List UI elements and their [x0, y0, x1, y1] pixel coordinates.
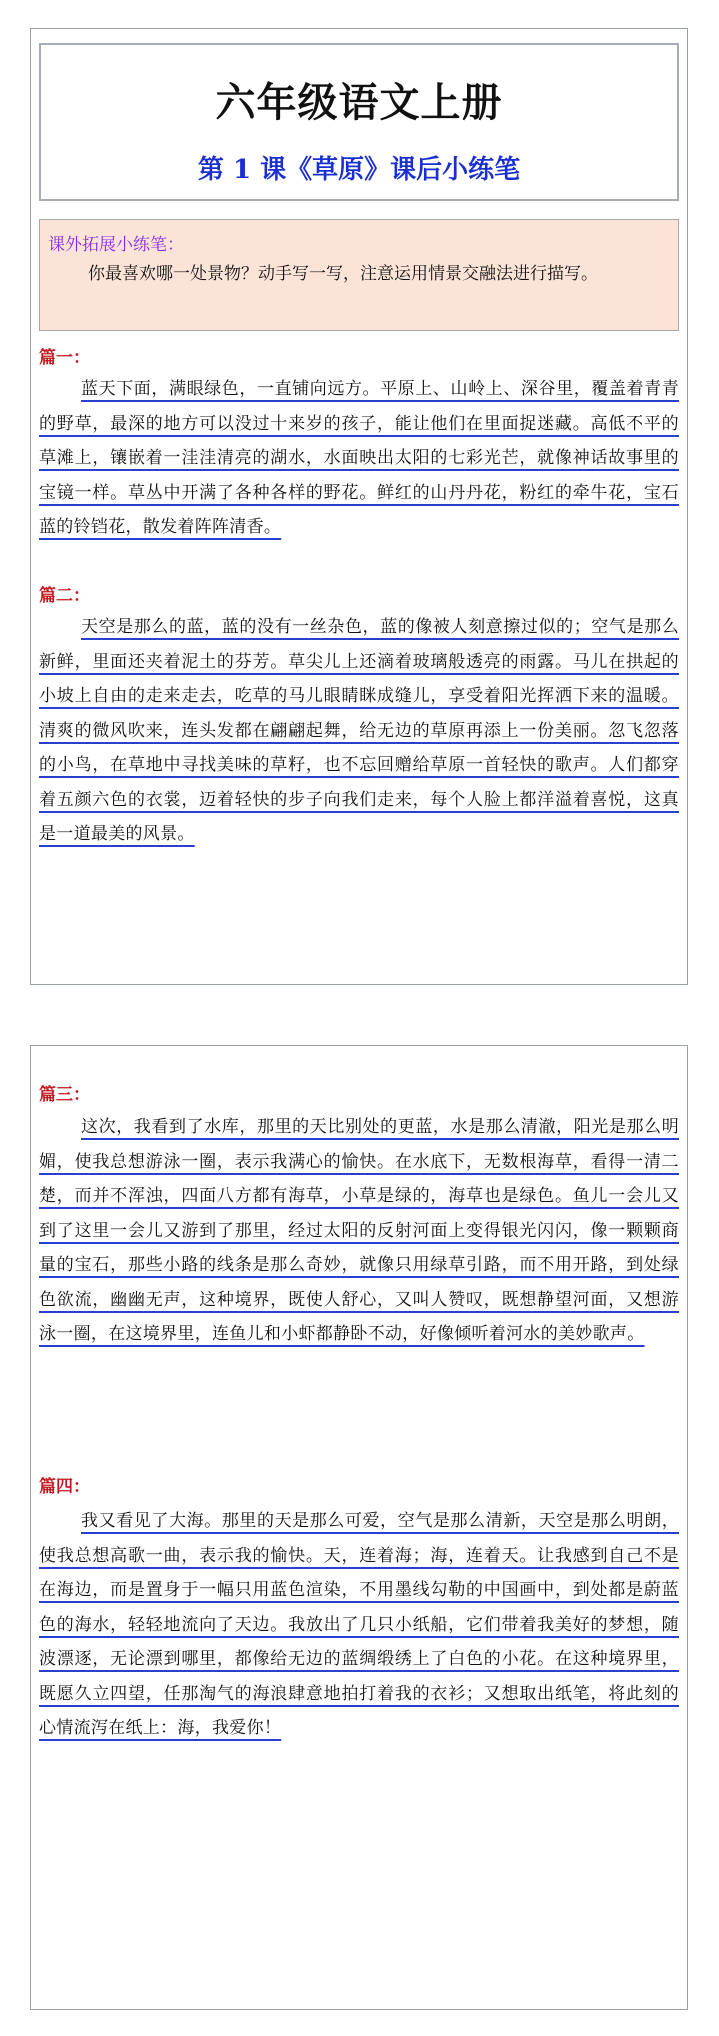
page-two: [30, 1045, 688, 2010]
prompt-text: 你最喜欢哪一处景物？动手写一写，注意运用情景交融法进行描写。: [88, 264, 598, 284]
title-box: [39, 43, 679, 201]
essay-2-text: [39, 610, 679, 852]
lesson-subtitle: 第 1 课《草原》课后小练笔: [197, 155, 521, 185]
essay-1-label: 篇一：: [39, 348, 90, 368]
page-title: 六年级语文上册: [215, 79, 503, 126]
essay-4-label: 篇四：: [39, 1477, 90, 1497]
prompt-label: 课外拓展小练笔：: [48, 235, 184, 255]
essay-3-body: 这次，我看到了水库，那里的天比别处的更蓝，水是那么清澈，阳光是那么明媚，使我总想游泳一圈，表示我满心的愉快。在水底下，无数根海草，看得一清二楚，而并不浑浊，四面八方都有海草，小草是绿的，海草也是绿色。鱼儿一会儿又到了这里一会儿又游到了那里，经过太阳的反射河面上变得银光闪闪，像一颗颗商量的宝石，那些小路的线条是那么奇妙，就像只用绿草引路，而不用开路，到处绿色欲流，幽幽无声，这种境界，既使人舒心，又叫人赞叹，既想静望河面，又想游泳一圈，在这境界里，连鱼儿和小虾都静卧不动，好像倾听着河水的美妙歌声。: [39, 1117, 679, 1344]
essay-3-label: 篇三：: [39, 1085, 90, 1105]
prompt-box: [39, 219, 679, 331]
essay-1-body: 蓝天下面，满眼绿色，一直铺向远方。平原上、山岭上、深谷里，覆盖着青青的野草，最深的地方可以没过十来岁的孩子，能让他们在里面捉迷藏。高低不平的草滩上，镶嵌着一洼洼清亮的湖水，水面映出太阳的七彩光芒，就像神话故事里的宝镜一样。草丛中开满了各种各样的野花。鲜红的山丹丹花，粉红的牵牛花，宝石蓝的铃铛花，散发着阵阵清香。: [39, 379, 679, 537]
essay-4-text: [39, 1504, 679, 1746]
essay-2-label: 篇二：: [39, 586, 90, 606]
essay-3-text: [39, 1110, 679, 1352]
essay-1-text: [39, 372, 679, 545]
essay-4-body: 我又看见了大海。那里的天是那么可爱，空气是那么清新，天空是那么明朗，使我总想高歌一曲，表示我的愉快。天，连着海；海，连着天。让我感到自己不是在海边，而是置身于一幅只用蓝色渲染，不用墨线勾勒的中国画中，到处都是蔚蓝色的海水，轻轻地流向了天边。我放出了几只小纸船，它们带着我美好的梦想，随波漂逐，无论漂到哪里，都像给无边的蓝绸缎绣上了白色的小花。在这种境界里，既愿久立四望，任那淘气的海浪肆意地拍打着我的衣衫；又想取出纸笔，将此刻的心情流泻在纸上：海，我爱你！: [39, 1511, 679, 1738]
page-one: [30, 28, 688, 985]
essay-2-body: 天空是那么的蓝，蓝的没有一丝杂色，蓝的像被人刻意擦过似的；空气是那么新鲜，里面还夹着泥土的芬芳。草尖儿上还滴着玻璃般透亮的雨露。马儿在拱起的小坡上自由的走来走去，吃草的马儿眼睛眯成缝儿，享受着阳光挥洒下来的温暖。清爽的微风吹来，连头发都在翩翩起舞，给无边的草原再添上一份美丽。忽飞忽落的小鸟，在草地中寻找美味的草籽，也不忘回赠给草原一首轻快的歌声。人们都穿着五颜六色的衣裳，迈着轻快的步子向我们走来，每个人脸上都洋溢着喜悦，这真是一道最美的风景。: [39, 617, 679, 844]
